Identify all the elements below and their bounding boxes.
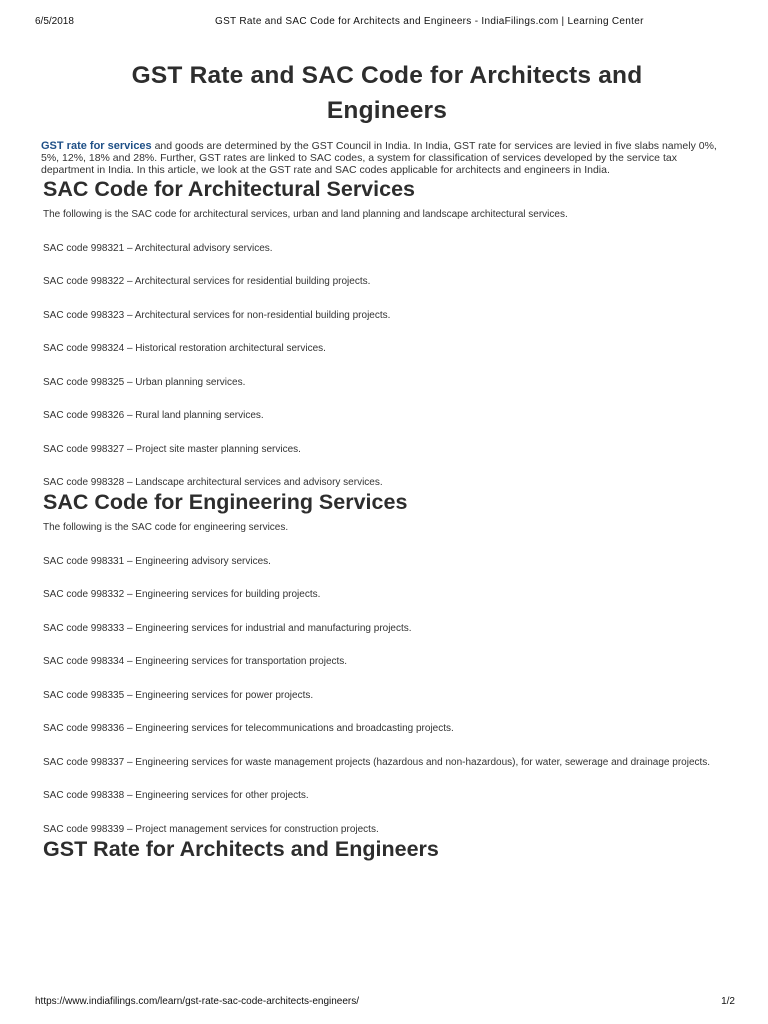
list-item: SAC code 998321 – Architectural advisory services. [43,242,273,254]
architectural-services-heading: SAC Code for Architectural Services [43,177,415,201]
print-date: 6/5/2018 [35,16,74,27]
list-item: SAC code 998331 – Engineering advisory services. [43,555,271,567]
list-item: SAC code 998339 – Project management services for construction projects. [43,823,379,835]
page-number: 1/2 [721,996,735,1007]
page-title [43,58,731,128]
list-item: SAC code 998326 – Rural land planning services. [43,410,264,421]
list-item: SAC code 998332 – Engineering services for building projects. [43,589,321,600]
intro-paragraph [41,140,731,176]
list-item: SAC code 998333 – Engineering services for industrial and manufacturing projects. [43,622,412,634]
engineering-services-intro: The following is the SAC code for engineering services. [43,522,289,533]
list-item: SAC code 998338 – Engineering services for other projects. [43,790,309,801]
list-item: SAC code 998337 – Engineering services for waste management projects (hazardous and non-hazardous), for water, sewerage and drainage projects. [43,756,711,768]
gst-rate-for-services-link[interactable]: GST rate for services [41,140,152,152]
page-title-line-2: Engineers [326,97,448,124]
list-item: SAC code 998336 – Engineering services for telecommunications and broadcasting projects. [43,723,454,734]
article-content [43,58,731,862]
list-item: SAC code 998334 – Engineering services for transportation projects. [43,656,348,667]
gst-rate-heading: GST Rate for Architects and Engineers [43,836,439,861]
print-footer [35,996,735,1010]
list-item: SAC code 998327 – Project site master planning services. [43,443,301,455]
list-item: SAC code 998328 – Landscape architectural services and advisory services. [43,477,383,488]
list-item: SAC code 998323 – Architectural services for non-residential building projects. [43,309,391,321]
page-title-line-1: GST Rate and SAC Code for Architects and [131,62,643,89]
page-url: https://www.indiafilings.com/learn/gst-rate-sac-code-architects-engineers/ [35,996,360,1007]
print-header [35,16,735,30]
architectural-services-intro: The following is the SAC code for architectural services, urban and land planning and landscape architectural services. [43,209,568,220]
print-document-title: GST Rate and SAC Code for Architects and Engineers - IndiaFilings.com | Learning Center [215,16,644,27]
intro-text: and goods are determined by the GST Council in India. In India, GST rate for services are levied in five slabs namely 0%, 5%, 12%, 18% and 28%. Further, GST rates are linked to SAC codes, a system for classification of services developed by the service tax department in India. In this article, we look at the GST rate and SAC codes applicable for architects and engineers in India. [41,140,717,176]
list-item: SAC code 998324 – Historical restoration architectural services. [43,343,326,354]
list-item: SAC code 998322 – Architectural services for residential building projects. [43,276,371,287]
engineering-services-heading: SAC Code for Engineering Services [43,490,408,514]
list-item: SAC code 998335 – Engineering services for power projects. [43,689,314,701]
architectural-sac-code-list [43,243,731,490]
engineering-sac-code-list [43,556,731,836]
list-item: SAC code 998325 – Urban planning services. [43,376,246,388]
